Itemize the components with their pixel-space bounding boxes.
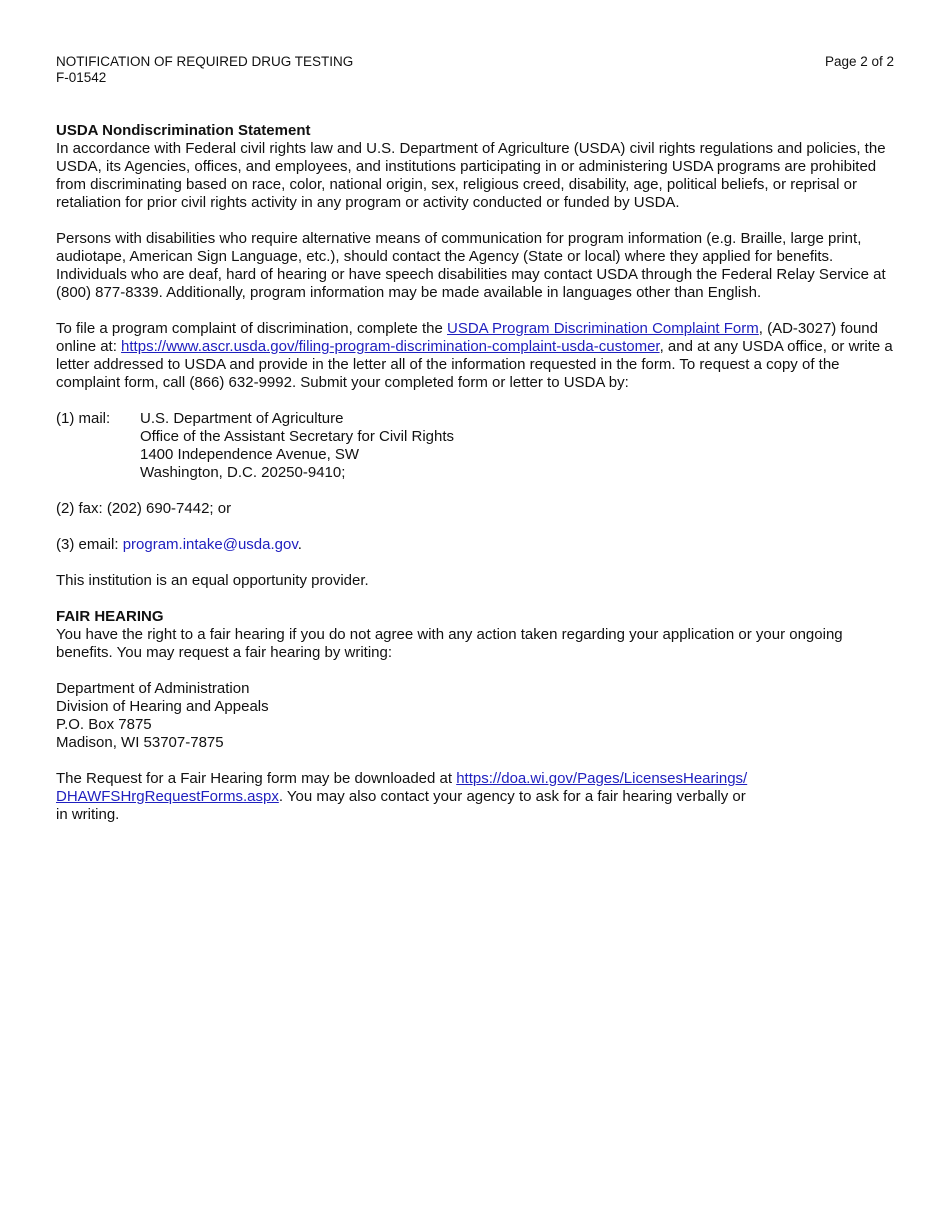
email-link[interactable]: program.intake@usda.gov [122, 536, 298, 553]
mail-address [140, 410, 894, 482]
form-number: F-01542 [56, 70, 107, 85]
para2-text-a: The Request for a Fair Hearing form may be downloaded at [56, 770, 457, 787]
fax-option: (2) fax: (202) 690-7442; or [56, 500, 232, 517]
equal-opportunity-statement: This institution is an equal opportunity provider. [56, 572, 369, 589]
header-left [56, 54, 353, 86]
fair-hearing-title: FAIR HEARING [56, 608, 164, 625]
document-page [56, 54, 894, 824]
mail-address-line: Office of the Assistant Secretary for Civil Rights [140, 428, 455, 445]
para3-text-c: , and at any USDA office, or write a letter addressed to USDA and provide in the letter all of the information requested in the form. To request a copy of the complaint form, call (866) 632-9992. Submit your completed form or letter to USDA by: [56, 338, 893, 391]
fair-hearing-line-1 [56, 770, 894, 788]
page-header [56, 54, 894, 88]
complaint-url-link[interactable]: https://www.ascr.usda.gov/filing-program-discrimination-complaint-usda-customer [121, 338, 660, 355]
fair-hearing-paragraph-2 [56, 770, 894, 824]
para2-text-b: . You may also contact your agency to ask for a fair hearing verbally or [278, 788, 746, 805]
hearing-form-link-part2[interactable]: DHAWFSHrgRequestForms.aspx [56, 788, 279, 805]
fair-hearing-line-2 [56, 788, 894, 806]
usda-paragraph-1: In accordance with Federal civil rights law and U.S. Department of Agriculture (USDA) civil rights regulations and policies, the USDA, its Agencies, offices, and employees, and institutions participating in or administering USDA programs are prohibited from discriminating based on race, color, national origin, sex, religious creed, disability, age, political beliefs, or reprisal or retaliation for prior civil rights activity in any program or activity conducted or funded by USDA. [56, 140, 886, 211]
email-label: (3) email: [56, 536, 123, 553]
page-number: Page 2 of 2 [824, 54, 894, 69]
para3-text-b: , (AD-3027) found online at: [56, 320, 878, 355]
mail-address-line: Washington, D.C. 20250-9410; [140, 464, 346, 481]
usda-section-title: USDA Nondiscrimination Statement [56, 122, 311, 139]
mail-address-line: 1400 Independence Avenue, SW [140, 446, 360, 463]
mail-address-line: U.S. Department of Agriculture [140, 410, 344, 427]
complaint-form-link[interactable]: USDA Program Discrimination Complaint Form [447, 320, 759, 337]
form-title: NOTIFICATION OF REQUIRED DRUG TESTING [56, 54, 354, 69]
hearing-address [56, 680, 894, 752]
para3-text-a: To file a program complaint of discrimination, complete the [56, 320, 448, 337]
hearing-address-line: Madison, WI 53707-7875 [56, 734, 224, 751]
mail-label: (1) mail: [56, 410, 111, 427]
hearing-address-line: Division of Hearing and Appeals [56, 698, 269, 715]
fair-hearing-line-3: in writing. [56, 806, 120, 823]
email-option [56, 536, 894, 554]
hearing-address-line: P.O. Box 7875 [56, 716, 152, 733]
usda-paragraph-3 [56, 320, 894, 392]
mail-option [56, 410, 894, 482]
hearing-address-line: Department of Administration [56, 680, 250, 697]
email-end: . [297, 536, 302, 553]
hearing-form-link-part1[interactable]: https://doa.wi.gov/Pages/LicensesHearings/ [456, 770, 748, 787]
fair-hearing-paragraph-1: You have the right to a fair hearing if you do not agree with any action taken regarding your application or your ongoing benefits. You may request a fair hearing by writing: [56, 626, 843, 661]
usda-paragraph-2: Persons with disabilities who require alternative means of communication for program information (e.g. Braille, large print, audiotape, American Sign Language, etc.), should contact the Agency (State or local) where they applied for benefits. Individuals who are deaf, hard of hearing or have speech disabilities may contact USDA through the Federal Relay Service at (800) 877-8339. Additionally, program information may be made available in languages other than English. [56, 230, 886, 301]
